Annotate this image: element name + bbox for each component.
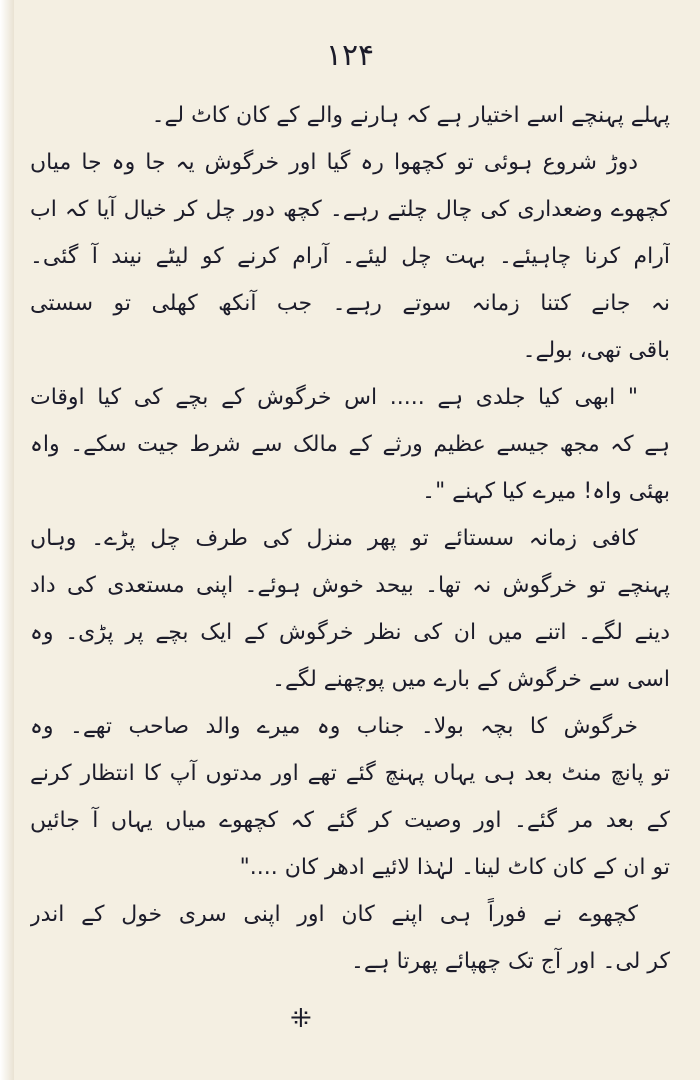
page-text [30, 92, 670, 985]
text-line: کر لی۔ اور آج تک چھپائے پھرتا ہے۔ [351, 949, 670, 974]
text-line: کے بعد مر گئے۔ اور وصیت کر گئے کہ کچھوے میاں یہاں آ جائیں [30, 808, 670, 833]
text-line: ہے کہ مجھ جیسے عظیم ورثے کے مالک سے شرط جیت سکے۔ واہ [30, 432, 670, 457]
text-line: باقی تھی، بولے۔ [522, 338, 670, 363]
text-line: اسی سے خرگوش کے بارے میں پوچھنے لگے۔ [272, 667, 670, 692]
text-line: " ابھی کیا جلدی ہے ..... اس خرگوش کے بچے کی کیا اوقات [30, 385, 638, 410]
text-line: دینے لگے۔ اتنے میں ان کی نظر خرگوش کے ایک بچے پر پڑی۔ وہ [30, 620, 670, 645]
text-line: بھئی واہ! میرے کیا کہنے "۔ [422, 479, 670, 504]
text-line: پہلے پہنچے اسے اختیار ہے کہ ہارنے والے کے کان کاٹ لے۔ [151, 103, 670, 128]
text-line: خرگوش کا بچہ بولا۔ جناب وہ میرے والد صاحب تھے۔ وہ [30, 714, 638, 739]
text-line: تو ان کے کان کاٹ لینا۔ لہٰذا لائیے ادھر کان ...." [239, 855, 670, 880]
end-ornament: ⁜ [290, 1004, 312, 1034]
text-line: آرام کرنا چاہیئے۔ بہت چل لیئے۔ آرام کرنے کو لیٹے نیند آ گئی۔ [30, 244, 670, 269]
text-line: نہ جانے کتنا زمانہ سوتے رہے۔ جب آنکھ کھلی تو سستی [30, 291, 670, 316]
text-line: کچھوے نے فوراً ہی اپنے کان اور اپنی سری خول کے اندر [30, 902, 638, 927]
text-line: تو پانچ منٹ بعد ہی یہاں پہنچ گئے تھے اور مدتوں آپ کا انتظار کرنے [30, 761, 670, 786]
text-line: کافی زمانہ سستائے تو پھر منزل کی طرف چل پڑے۔ وہاں [30, 526, 638, 551]
text-line: کچھوے وضعداری کی چال چلتے رہے۔ کچھ دور چل کر خیال آیا کہ اب [30, 197, 670, 222]
text-line: دوڑ شروع ہوئی تو کچھوا رہ گیا اور خرگوش یہ جا وہ جا میاں [30, 150, 638, 175]
text-line: پہنچے تو خرگوش نہ تھا۔ بیحد خوش ہوئے۔ اپنی مستعدی کی داد [30, 573, 670, 598]
page-edge-shadow [0, 0, 14, 1080]
page-number: ۱۲۴ [325, 38, 375, 73]
